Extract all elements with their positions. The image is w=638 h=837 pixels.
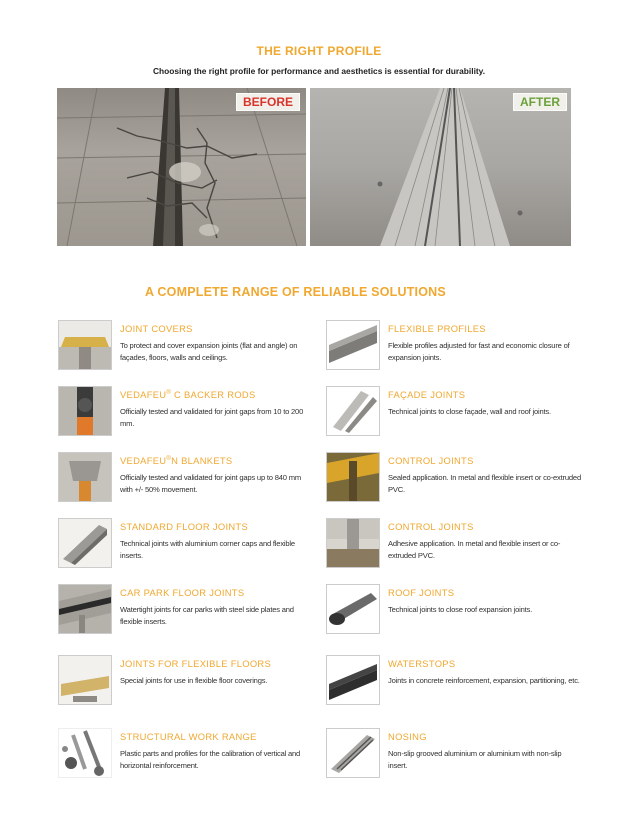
nosing-icon: [326, 728, 380, 778]
item-desc: Technical joints to close façade, wall and roof joints.: [388, 407, 551, 416]
product-waterstops[interactable]: [326, 655, 581, 715]
item-title: JOINT COVERS: [120, 323, 193, 334]
item-desc: To protect and cover expansion joints (flat and angle) on façades, floors, walls and ceilings.: [120, 341, 298, 362]
item-desc: Technical joints with aluminium corner caps and flexible inserts.: [120, 539, 295, 560]
item-title: FLEXIBLE PROFILES: [388, 323, 486, 334]
item-title: ROOF JOINTS: [388, 587, 455, 598]
product-flexible-profiles[interactable]: [326, 320, 581, 380]
item-desc: Flexible profiles adjusted for fast and economic closure of expansion joints.: [388, 341, 570, 362]
item-title: JOINTS FOR FLEXIBLE FLOORS: [120, 658, 272, 669]
item-desc: Non-slip grooved aluminium or aluminium with non-slip insert.: [388, 749, 562, 770]
waterstops-icon: [326, 655, 380, 705]
item-desc: Joints in concrete reinforcement, expansion, partitioning, etc.: [388, 676, 580, 685]
item-desc: Adhesive application. In metal and flexible insert or co-extruded PVC.: [388, 539, 561, 560]
before-badge: BEFORE: [236, 93, 300, 111]
product-n-blankets[interactable]: [58, 452, 313, 512]
product-structural-work-range[interactable]: [58, 728, 313, 788]
item-desc: Special joints for use in flexible floor coverings.: [120, 676, 268, 685]
floor-joints-icon: [58, 518, 112, 568]
item-title: VEDAFEU® C BACKER RODS: [120, 389, 256, 400]
item-title: FAÇADE JOINTS: [388, 389, 466, 400]
joint-covers-icon: [58, 320, 112, 370]
item-desc: Watertight joints for car parks with steel side plates and flexible inserts.: [120, 605, 294, 626]
product-c-backer-rods[interactable]: [58, 386, 313, 446]
item-title: VEDAFEU®N BLANKETS: [120, 455, 233, 466]
item-title: WATERSTOPS: [388, 658, 456, 669]
product-joint-covers[interactable]: [58, 320, 313, 380]
flexible-floor-joints-icon: [58, 655, 112, 705]
blankets-icon: [58, 452, 112, 502]
item-desc: Technical joints to close roof expansion joints.: [388, 605, 533, 614]
item-desc: Officially tested and validated for joint gaps up to 840 mm with +/- 50% movement.: [120, 473, 301, 494]
page-title: THE RIGHT PROFILE: [256, 44, 382, 58]
section-title: A COMPLETE RANGE OF RELIABLE SOLUTIONS: [145, 285, 446, 299]
product-standard-floor-joints[interactable]: [58, 518, 313, 578]
product-car-park-floor-joints[interactable]: [58, 584, 313, 644]
after-photo: [310, 88, 571, 246]
profile-floor-image: [310, 88, 571, 246]
item-title: CONTROL JOINTS: [388, 521, 474, 532]
item-title: STRUCTURAL WORK RANGE: [120, 731, 257, 742]
after-badge: AFTER: [513, 93, 567, 111]
flexible-profiles-icon: [326, 320, 380, 370]
product-facade-joints[interactable]: [326, 386, 581, 446]
item-desc: Sealed application. In metal and flexible insert or co-extruded PVC.: [388, 473, 581, 494]
facade-joints-icon: [326, 386, 380, 436]
page-subtitle: Choosing the right profile for performance and aesthetics is essential for durability.: [152, 66, 486, 76]
item-title: CONTROL JOINTS: [388, 455, 474, 466]
before-photo: [57, 88, 306, 246]
roof-joints-icon: [326, 584, 380, 634]
item-title: CAR PARK FLOOR JOINTS: [120, 587, 245, 598]
item-title: NOSING: [388, 731, 427, 742]
product-nosing[interactable]: [326, 728, 581, 788]
structural-parts-icon: [58, 728, 112, 778]
control-joints-icon: [326, 452, 380, 502]
backer-rods-icon: [58, 386, 112, 436]
product-control-joints-sealed[interactable]: [326, 452, 581, 512]
product-flexible-floor-joints[interactable]: [58, 655, 313, 715]
control-joints-adhesive-icon: [326, 518, 380, 568]
cracked-floor-image: [57, 88, 306, 246]
item-title: STANDARD FLOOR JOINTS: [120, 521, 249, 532]
item-desc: Plastic parts and profiles for the calibration of vertical and horizontal reinforcement.: [120, 749, 301, 770]
item-desc: Officially tested and validated for joint gaps from 10 to 200 mm.: [120, 407, 304, 428]
product-roof-joints[interactable]: [326, 584, 581, 644]
product-control-joints-adhesive[interactable]: [326, 518, 581, 578]
car-park-joints-icon: [58, 584, 112, 634]
